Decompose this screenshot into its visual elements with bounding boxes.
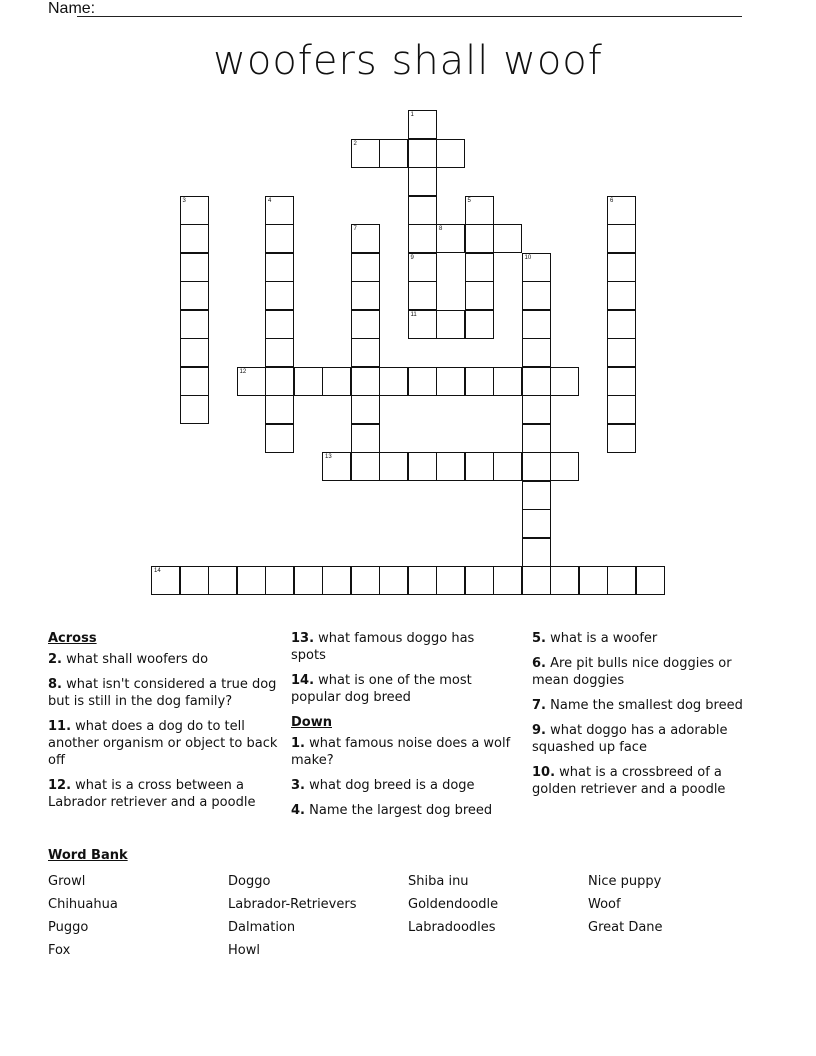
clue-down-6: 6. Are pit bulls nice doggies or mean doggies [532, 656, 732, 688]
grid-cell[interactable] [408, 139, 437, 168]
word-bank-col-2 [228, 870, 357, 962]
grid-cell[interactable] [408, 281, 437, 310]
grid-cell[interactable] [408, 566, 437, 595]
grid-cell[interactable] [208, 566, 237, 595]
clue-number: 7 [353, 226, 357, 232]
grid-cell[interactable] [408, 367, 437, 396]
grid-cell[interactable] [408, 196, 437, 225]
grid-cell[interactable] [351, 338, 380, 367]
grid-cell[interactable] [436, 224, 465, 253]
grid-cell[interactable] [408, 224, 437, 253]
grid-cell[interactable] [465, 566, 494, 595]
grid-cell[interactable] [607, 224, 636, 253]
word-bank-item: Doggo [228, 874, 271, 889]
word-bank-item: Goldendoodle [408, 897, 499, 912]
clue-down-5: 5. what is a woofer [532, 631, 658, 646]
word-bank-item: Nice puppy [588, 874, 662, 889]
clue-number: 14 [154, 568, 161, 574]
clue-number: 11 [410, 311, 417, 318]
grid-cell[interactable] [607, 566, 636, 595]
word-bank-title: Word Bank [48, 848, 128, 863]
grid-cell[interactable] [180, 253, 209, 282]
grid-cell[interactable] [265, 395, 294, 424]
clue-number: 8 [439, 226, 443, 232]
word-bank-item: Howl [228, 943, 260, 958]
clue-across-13: 13. what famous doggo has spots [291, 631, 475, 663]
grid-cell[interactable] [322, 367, 351, 396]
grid-cell[interactable] [550, 452, 579, 481]
grid-cell[interactable] [265, 310, 294, 339]
grid-cell[interactable] [493, 367, 522, 396]
word-bank-col-1 [48, 870, 118, 962]
clues-col-1 [48, 630, 278, 819]
grid-cell[interactable] [522, 538, 551, 567]
grid-cell[interactable] [408, 253, 437, 282]
grid-cell[interactable] [522, 338, 551, 367]
grid-cell[interactable] [436, 566, 465, 595]
grid-cell[interactable] [379, 139, 408, 168]
grid-cell[interactable] [550, 367, 579, 396]
grid-cell[interactable] [607, 367, 636, 396]
grid-cell[interactable] [322, 452, 351, 481]
grid-cell[interactable] [180, 395, 209, 424]
clue-down-10: 10. what is a crossbreed of a golden retriever and a poodle [532, 765, 726, 797]
clue-down-7: 7. Name the smallest dog breed [532, 698, 743, 713]
clue-down-9: 9. what doggo has a adorable squashed up face [532, 723, 728, 755]
grid-cell[interactable] [465, 281, 494, 310]
grid-cell[interactable] [180, 310, 209, 339]
grid-cell[interactable] [180, 224, 209, 253]
grid-cell[interactable] [522, 253, 551, 282]
grid-cell[interactable] [180, 367, 209, 396]
grid-cell[interactable] [180, 566, 209, 595]
puzzle-title: woofers shall woof [213, 38, 603, 84]
grid-cell[interactable] [522, 566, 551, 595]
grid-cell[interactable] [607, 338, 636, 367]
grid-cell[interactable] [379, 566, 408, 595]
grid-cell[interactable] [522, 424, 551, 453]
grid-cell[interactable] [265, 196, 294, 225]
word-bank-item: Growl [48, 874, 86, 889]
grid-cell[interactable] [351, 566, 380, 595]
clue-down-3: 3. what dog breed is a doge [291, 778, 475, 793]
word-bank-item: Shiba inu [408, 874, 469, 889]
clue-number: 4 [268, 197, 272, 204]
grid-cell[interactable] [265, 338, 294, 367]
grid-cell[interactable] [408, 110, 437, 139]
grid-cell[interactable] [180, 338, 209, 367]
clue-down-4: 4. Name the largest dog breed [291, 803, 493, 818]
clue-number: 13 [325, 454, 332, 460]
clue-number: 1 [410, 112, 414, 118]
word-bank-item: Labrador-Retrievers [228, 897, 357, 912]
grid-cell[interactable] [465, 367, 494, 396]
grid-cell[interactable] [493, 452, 522, 481]
grid-cell[interactable] [351, 452, 380, 481]
grid-cell[interactable] [237, 566, 266, 595]
grid-cell[interactable] [351, 395, 380, 424]
grid-cell[interactable] [265, 367, 294, 396]
grid-cell[interactable] [351, 367, 380, 396]
word-bank-item: Fox [48, 943, 71, 958]
clues-col-2 [291, 630, 511, 827]
grid-cell[interactable] [579, 566, 608, 595]
grid-cell[interactable] [351, 281, 380, 310]
grid-cell[interactable] [351, 310, 380, 339]
word-bank-item: Woof [588, 897, 621, 912]
grid-cell[interactable] [180, 281, 209, 310]
grid-cell[interactable] [522, 452, 551, 481]
grid-cell[interactable] [265, 281, 294, 310]
grid-cell[interactable] [408, 167, 437, 196]
grid-cell[interactable] [322, 566, 351, 595]
grid-cell[interactable] [522, 367, 551, 396]
grid-cell[interactable] [465, 310, 494, 339]
grid-cell[interactable] [522, 481, 551, 510]
grid-cell[interactable] [522, 395, 551, 424]
grid-cell[interactable] [607, 253, 636, 282]
clue-number: 5 [467, 197, 471, 204]
grid-cell[interactable] [151, 566, 180, 595]
grid-cell[interactable] [294, 367, 323, 396]
grid-cell[interactable] [265, 566, 294, 595]
grid-cell[interactable] [265, 253, 294, 282]
grid-cell[interactable] [237, 367, 266, 396]
grid-cell[interactable] [351, 224, 380, 253]
clue-number: 9 [410, 254, 414, 261]
grid-cell[interactable] [636, 566, 665, 595]
clue-across-14: 14. what is one of the most popular dog breed [291, 673, 472, 705]
grid-cell[interactable] [436, 367, 465, 396]
clue-across-12: 12. what is a cross between a Labrador retriever and a poodle [48, 778, 256, 810]
grid-cell[interactable] [351, 253, 380, 282]
grid-cell[interactable] [180, 196, 209, 225]
clue-number: 10 [524, 254, 532, 261]
grid-cell[interactable] [265, 424, 294, 453]
grid-cell[interactable] [550, 566, 579, 595]
grid-cell[interactable] [351, 139, 380, 168]
word-bank-item: Puggo [48, 920, 89, 935]
grid-cell[interactable] [351, 424, 380, 453]
grid-cell[interactable] [607, 395, 636, 424]
across-heading: Across [48, 631, 97, 646]
grid-cell[interactable] [522, 281, 551, 310]
word-bank-item: Labradoodles [408, 920, 496, 935]
grid-cell[interactable] [493, 224, 522, 253]
clue-number: 6 [610, 197, 614, 204]
clues-col-3 [532, 630, 762, 806]
grid-cell[interactable] [522, 310, 551, 339]
grid-cell[interactable] [607, 196, 636, 225]
grid-cell[interactable] [607, 310, 636, 339]
clue-number: 12 [239, 368, 247, 375]
grid-cell[interactable] [408, 310, 437, 339]
grid-cell[interactable] [408, 452, 437, 481]
grid-cell[interactable] [379, 452, 408, 481]
clue-number: 2 [353, 140, 357, 147]
grid-cell[interactable] [607, 281, 636, 310]
grid-cell[interactable] [436, 452, 465, 481]
down-heading: Down [291, 715, 332, 730]
word-bank-col-3 [408, 870, 498, 939]
clue-down-1: 1. what famous noise does a wolf make? [291, 736, 511, 768]
word-bank-col-4 [588, 870, 663, 939]
clue-across-2: 2. what shall woofers do [48, 652, 209, 667]
clue-number: 3 [182, 197, 186, 204]
grid-cell[interactable] [493, 566, 522, 595]
word-bank-item: Chihuahua [48, 897, 118, 912]
clue-across-8: 8. what isn't considered a true dog but is still in the dog family? [48, 677, 277, 709]
grid-cell[interactable] [522, 509, 551, 538]
grid-cell[interactable] [379, 367, 408, 396]
grid-cell[interactable] [436, 139, 465, 168]
grid-cell[interactable] [265, 224, 294, 253]
grid-cell[interactable] [607, 424, 636, 453]
grid-cell[interactable] [436, 310, 465, 339]
clue-across-11: 11. what does a dog do to tell another organism or object to back off [48, 719, 278, 768]
word-bank-item: Dalmation [228, 920, 296, 935]
grid-cell[interactable] [465, 224, 494, 253]
grid-cell[interactable] [294, 566, 323, 595]
name-label: Name: [48, 0, 96, 17]
word-bank-item: Great Dane [588, 920, 663, 935]
grid-cell[interactable] [465, 196, 494, 225]
grid-cell[interactable] [465, 253, 494, 282]
grid-cell[interactable] [465, 452, 494, 481]
